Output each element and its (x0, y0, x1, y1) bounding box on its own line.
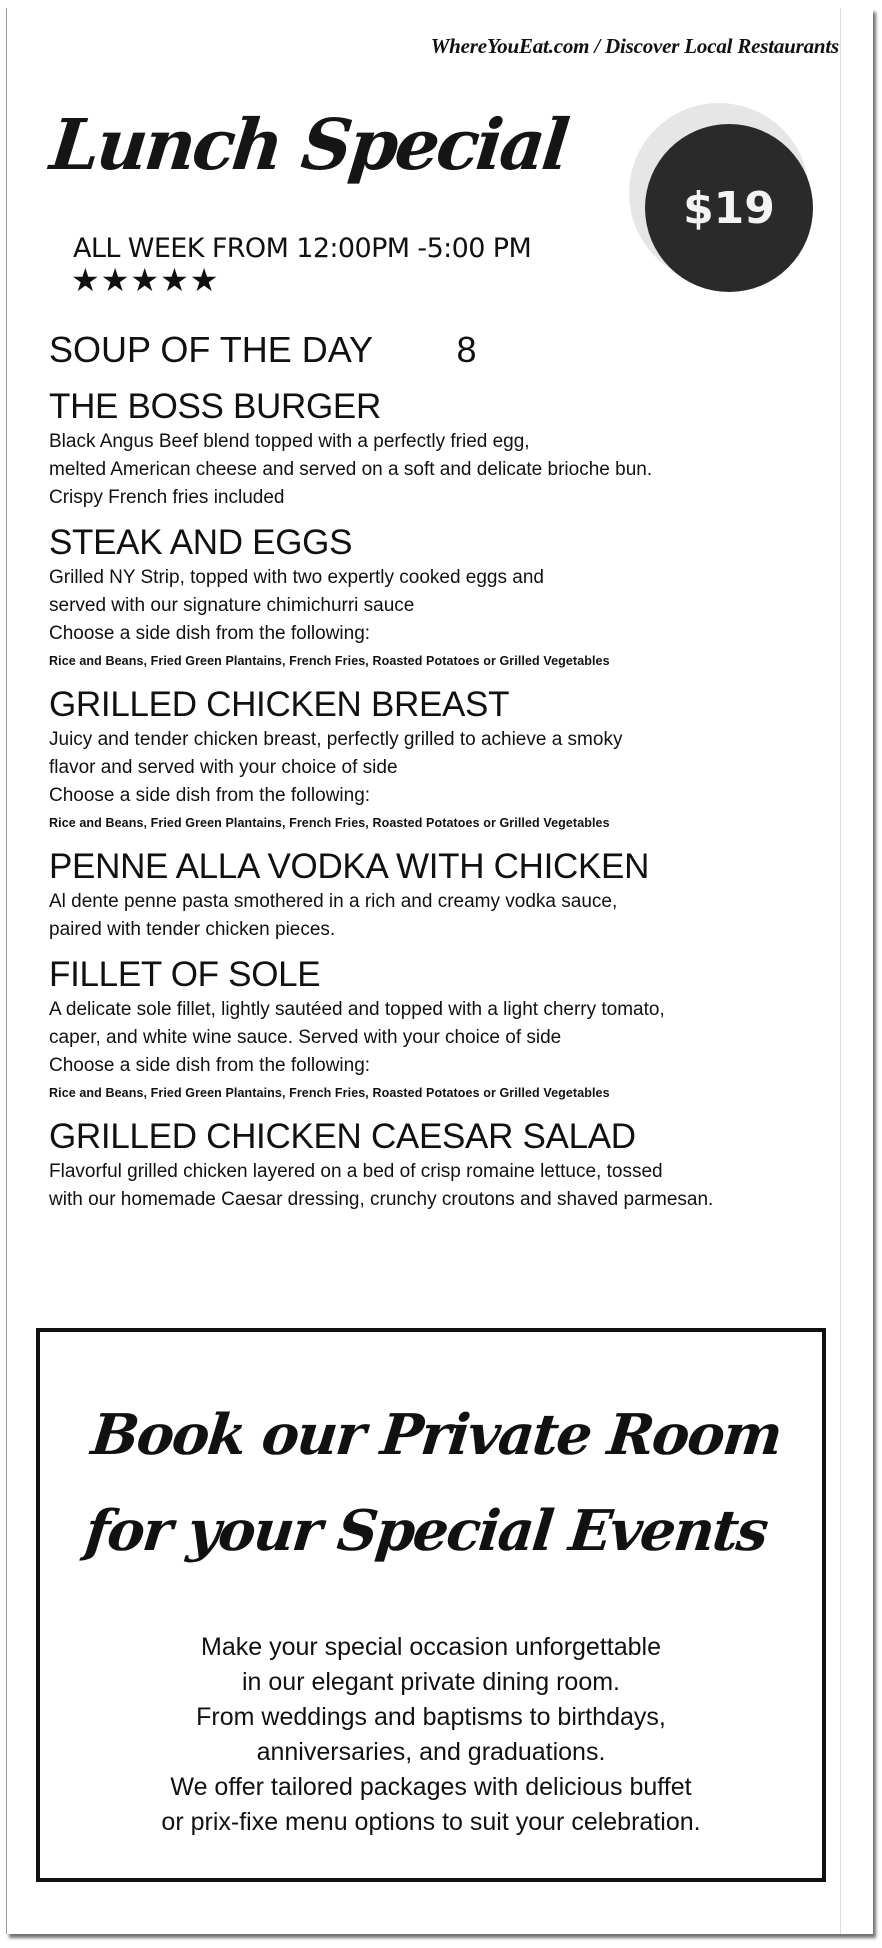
sides-list: Rice and Beans, Fried Green Plantains, French Fries, Roasted Potatoes or Grilled Vegetables (49, 1086, 610, 1100)
promo-body (40, 1630, 822, 1840)
menu-item-fillet-of-sole (49, 954, 849, 1106)
item-name: GRILLED CHICKEN CAESAR SALAD (49, 1117, 636, 1156)
lunch-hours: ALL WEEK FROM 12:00PM -5:00 PM (73, 233, 532, 264)
item-name: THE BOSS BURGER (49, 387, 381, 426)
item-description-line: flavor and served with your choice of side (49, 757, 398, 778)
promo-body-line: We offer tailored packages with delicious buffet (170, 1773, 692, 1801)
item-name: FILLET OF SOLE (49, 955, 321, 994)
sides-label: Choose a side dish from the following: (49, 1055, 371, 1076)
sides-list: Rice and Beans, Fried Green Plantains, French Fries, Roasted Potatoes or Grilled Vegetables (49, 654, 610, 668)
star-rating-icon: ★★★★★ (71, 262, 220, 298)
promo-title-line: Book our Private Room (88, 1402, 784, 1468)
item-description-line: A delicate sole fillet, lightly sautéed and topped with a light cherry tomato, (49, 999, 665, 1020)
promo-body-line: anniversaries, and graduations. (256, 1738, 606, 1766)
soup-price: 8 (456, 329, 477, 370)
sides-label: Choose a side dish from the following: (49, 623, 371, 644)
item-description-line: Crispy French fries included (49, 487, 285, 508)
menu-list (49, 328, 849, 1224)
promo-title-line: for your Special Events (82, 1498, 770, 1564)
item-description-line: with our homemade Caesar dressing, crunchy croutons and shaved parmesan. (49, 1189, 714, 1210)
item-description-line: paired with tender chicken pieces. (49, 919, 336, 940)
item-description-line: Juicy and tender chicken breast, perfectly grilled to achieve a smoky (49, 729, 623, 750)
menu-page (6, 8, 873, 1934)
menu-item-boss-burger (49, 386, 849, 512)
menu-item-steak-and-eggs (49, 522, 849, 674)
sides-list: Rice and Beans, Fried Green Plantains, French Fries, Roasted Potatoes or Grilled Vegetables (49, 816, 610, 830)
sides-label: Choose a side dish from the following: (49, 785, 371, 806)
private-room-promo (36, 1328, 826, 1882)
item-name: GRILLED CHICKEN BREAST (49, 685, 510, 724)
lunch-special-title: Lunch Special (46, 103, 571, 186)
promo-body-line: Make your special occasion unforgettable (201, 1633, 661, 1661)
menu-item-chicken-caesar-salad (49, 1116, 849, 1214)
item-description-line: Al dente penne pasta smothered in a rich and creamy vodka sauce, (49, 891, 618, 912)
item-name: STEAK AND EGGS (49, 523, 353, 562)
soup-of-the-day (49, 328, 849, 372)
price-value: $19 (683, 182, 775, 234)
item-description-line: melted American cheese and served on a soft and delicate brioche bun. (49, 459, 653, 480)
menu-item-penne-alla-vodka (49, 846, 849, 944)
item-name: PENNE ALLA VODKA WITH CHICKEN (49, 847, 650, 886)
promo-title (30, 1387, 832, 1579)
soup-name: SOUP OF THE DAY (49, 329, 373, 370)
item-description-line: served with our signature chimichurri sauce (49, 595, 415, 616)
promo-body-line: From weddings and baptisms to birthdays, (196, 1703, 666, 1731)
price-badge (645, 124, 813, 292)
item-description-line: caper, and white wine sauce. Served with your choice of side (49, 1027, 562, 1048)
item-description-line: Flavorful grilled chicken layered on a bed of crisp romaine lettuce, tossed (49, 1161, 663, 1182)
menu-item-grilled-chicken-breast (49, 684, 849, 836)
site-header: WhereYouEat.com / Discover Local Restaurants (430, 34, 839, 58)
promo-body-line: or prix-fixe menu options to suit your celebration. (161, 1808, 701, 1836)
promo-body-line: in our elegant private dining room. (241, 1668, 620, 1696)
item-description-line: Grilled NY Strip, topped with two expertly cooked eggs and (49, 567, 544, 588)
item-description-line: Black Angus Beef blend topped with a perfectly fried egg, (49, 431, 530, 452)
